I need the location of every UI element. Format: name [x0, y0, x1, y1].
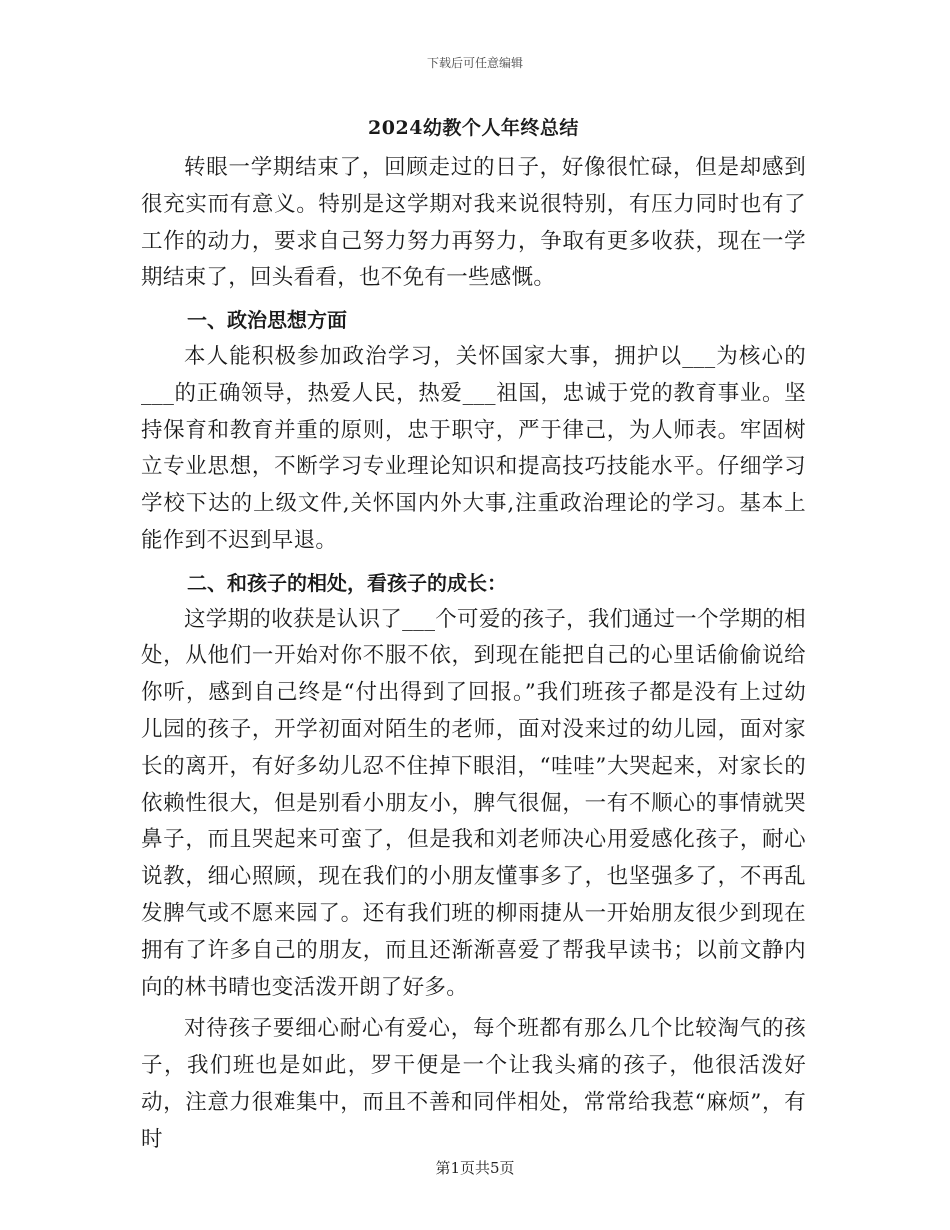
section-heading-children: 二、和孩子的相处，看孩子的成长： [187, 570, 507, 595]
children-paragraph: 这学期的收获是认识了___个可爱的孩子，我们通过一个学期的相处，从他们一开始对你不服不依，到现在能把自己的心里话偷偷说给你听，感到自己终是“付出得到了回报。”我们班孩子都是没有上过幼儿园的孩子，开学初面对陌生的老师，面对没来过的幼儿园，面对家长的离开，有好多幼儿忍不住掉下眼泪，“哇哇”大哭起来，对家长的依赖性很大，但是别看小朋友小，脾气很倔，一有不顺心的事情就哭鼻子，而且哭起来可蛮了，但是我和刘老师决心用爱感化孩子，耐心说教，细心照顾，现在我们的小朋友懂事多了，也坚强多了，不再乱发脾气或不愿来园了。还有我们班的柳雨捷从一开始朋友很少到现在拥有了许多自己的朋友，而且还渐渐喜爱了帮我早读书；以前文静内向的林书晴也变活泼开朗了好多。 [141, 606, 806, 1000]
document-body [141, 112, 806, 1159]
document-title: 2024幼教个人年终总结 [368, 117, 579, 139]
children-care-paragraph: 对待孩子要细心耐心有爱心，每个班都有那么几个比较淘气的孩子，我们班也是如此，罗干便是一个让我头痛的孩子，他很活泼好动，注意力很难集中，而且不善和同伴相处，常常给我惹“麻烦”，有时 [141, 1016, 806, 1152]
section-heading-politics: 一、政治思想方面 [187, 308, 347, 333]
politics-paragraph: 本人能积极参加政治学习，关怀国家大事，拥护以___为核心的___的正确领导，热爱人民，热爱___祖国，忠诚于党的教育事业。坚持保育和教育并重的原则，忠于职守，严于律己，为人师表。牢固树立专业思想，不断学习专业理论知识和提高技巧技能水平。仔细学习学校下达的上级文件,关怀国内外大事,注重政治理论的学习。基本上能作到不迟到早退。 [141, 343, 806, 553]
page-number: 第1页共5页 [435, 1159, 515, 1177]
page-header-note: 下载后可任意编辑 [426, 56, 523, 70]
intro-paragraph: 转眼一学期结束了，回顾走过的日子，好像很忙碌，但是却感到很充实而有意义。特别是这学期对我来说很特别，有压力同时也有了工作的动力，要求自己努力努力再努力，争取有更多收获，现在一学期结束了，回头看看，也不免有一些感慨。 [141, 155, 806, 291]
